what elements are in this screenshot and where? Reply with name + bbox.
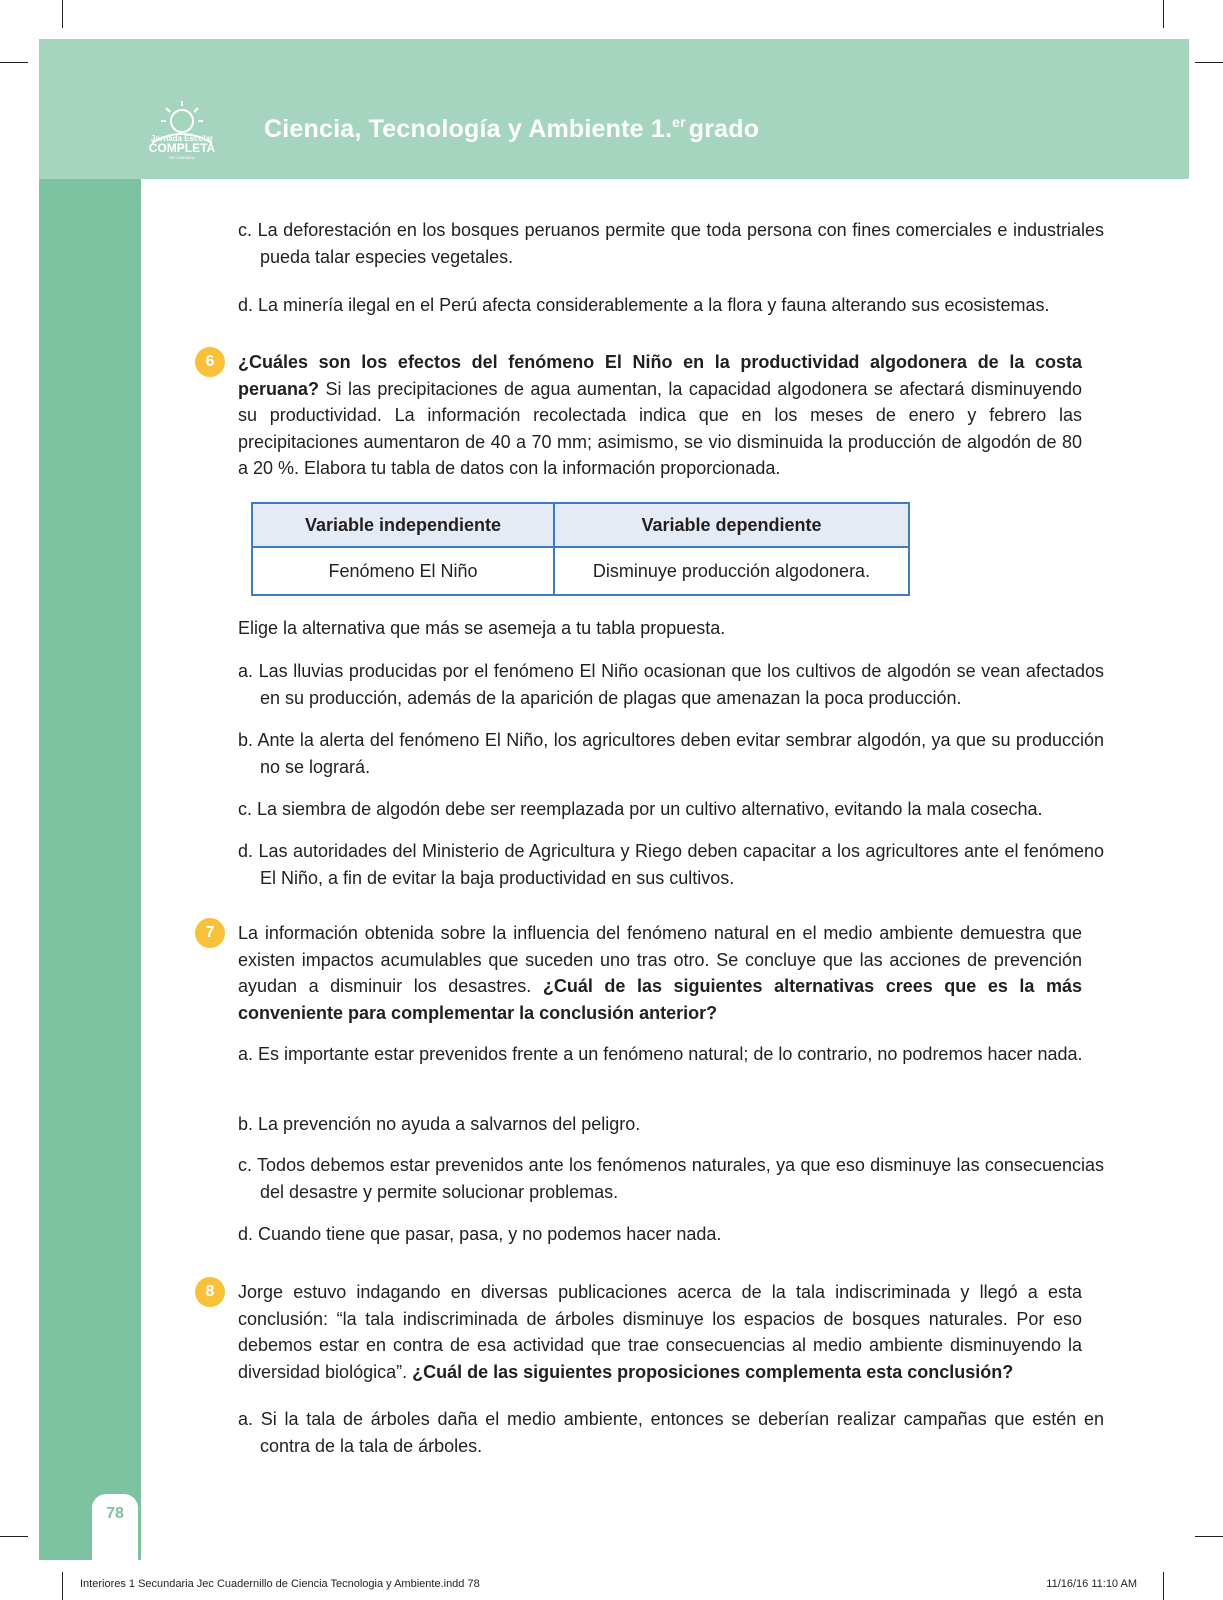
table-cell: Fenómeno El Niño bbox=[252, 547, 554, 595]
option-text: Ante la alerta del fenómeno El Niño, los agricultores deben evitar sembrar algodón, ya que su producción no se logrará. bbox=[257, 730, 1104, 777]
option-text: La prevención no ayuda a salvarnos del peligro. bbox=[258, 1114, 641, 1134]
crop-mark bbox=[1163, 1572, 1164, 1600]
option-6c bbox=[238, 796, 1104, 823]
option-text: Todos debemos estar prevenidos ante los fenómenos naturales, ya que eso disminuye las consecuencias del desastre y permite solucionar problemas. bbox=[257, 1155, 1104, 1202]
logo-text-bottom: SECUNDARIA bbox=[168, 155, 196, 160]
option-7d bbox=[238, 1221, 1104, 1248]
question-number-badge: 6 bbox=[195, 347, 225, 377]
question-7-text bbox=[238, 920, 1082, 1026]
sun-icon bbox=[140, 95, 240, 175]
option-text: Si la tala de árboles daña el medio ambiente, entonces se deberían realizar campañas que estén en contra de la tala de árboles. bbox=[260, 1409, 1104, 1456]
page-number: 78 bbox=[106, 1505, 124, 1522]
crop-mark bbox=[1163, 0, 1164, 28]
jec-logo bbox=[140, 95, 240, 175]
question-8-text bbox=[238, 1279, 1082, 1385]
footer-timestamp: 11/16/16 11:10 AM bbox=[1046, 1578, 1137, 1590]
option-letter: c. bbox=[238, 799, 253, 819]
option-text: Es importante estar prevenidos frente a un fenómeno natural; de lo contrario, no podremos hacer nada. bbox=[258, 1044, 1083, 1064]
question-8-rest: Jorge estuvo indagando en diversas publicaciones acerca de la tala indiscriminada y llegó a esta conclusión: “la tala indiscriminada de árboles disminuye los espacios de bosques naturales. Por eso debemos estar en contra de esa actividad que trae consecuencias al medio ambiente disminuyendo la diversidad biológica”. bbox=[238, 1282, 1082, 1382]
table-header-cell: Variable independiente bbox=[252, 503, 554, 547]
question-6-prompt: Elige la alternativa que más se asemeja a tu tabla propuesta. bbox=[238, 618, 726, 638]
title-sup: er bbox=[672, 114, 686, 130]
option-letter: a. bbox=[238, 1409, 254, 1429]
crop-mark bbox=[1195, 1536, 1223, 1537]
option-8a bbox=[238, 1406, 1104, 1459]
option-letter: b. bbox=[238, 1114, 254, 1134]
option-letter: a. bbox=[238, 661, 254, 681]
crop-mark bbox=[1195, 62, 1223, 63]
title-end: grado bbox=[688, 115, 760, 143]
side-strip bbox=[39, 179, 141, 1560]
crop-mark bbox=[0, 62, 28, 63]
logo-text-main: COMPLETA bbox=[148, 141, 216, 155]
logo-text-top: Jornada Escolar bbox=[150, 134, 214, 143]
crop-mark bbox=[0, 1536, 28, 1537]
option-text: La siembra de algodón debe ser reemplazada por un cultivo alternativo, evitando la mala cosecha. bbox=[257, 799, 1043, 819]
option-6d bbox=[238, 838, 1104, 891]
title-main: Ciencia, Tecnología y Ambiente 1. bbox=[264, 115, 673, 143]
question-6-rest: Si las precipitaciones de agua aumentan, la capacidad algodonera se afectará disminuyendo su productividad. La información recolectada indica que en los meses de enero y febrero las precipitaciones aumentaron de 40 a 70 mm; asimismo, se vio disminuida la producción de algodón de 80 a 20 %. Elabora tu tabla de datos con la información proporcionada. bbox=[238, 378, 1082, 478]
question-6-bold: ¿Cuáles son los efectos del fenómeno El Niño en la productividad algodonera de la costa peruana? bbox=[238, 352, 1082, 399]
question-number-badge: 7 bbox=[195, 918, 225, 948]
option-letter: c. bbox=[238, 1155, 253, 1175]
option-letter: d. bbox=[238, 841, 254, 861]
page-number-tab bbox=[92, 1494, 138, 1560]
data-table bbox=[251, 502, 910, 596]
question-number-badge: 8 bbox=[195, 1277, 225, 1307]
question-8-bold: ¿Cuál de las siguientes proposiciones complementa esta conclusión? bbox=[412, 1361, 1014, 1382]
option-letter: a. bbox=[238, 1044, 254, 1064]
crop-mark bbox=[62, 0, 63, 28]
option-letter: d. bbox=[238, 1224, 254, 1244]
option-letter: b. bbox=[238, 730, 254, 750]
question-6-text bbox=[238, 349, 1082, 482]
page-title bbox=[264, 114, 759, 144]
option-6a bbox=[238, 658, 1104, 711]
question-7-rest: La información obtenida sobre la influencia del fenómeno natural en el medio ambiente demuestra que existen impactos acumulables que suceden uno tras otro. Se concluye que las acciones de prevención ayudan a disminuir los desastres. bbox=[238, 923, 1082, 996]
option-7b bbox=[238, 1111, 1104, 1138]
option-c-prev bbox=[238, 217, 1104, 270]
question-7-bold: ¿Cuál de las siguientes alternativas crees que es la más conveniente para complementar la conclusión anterior? bbox=[238, 976, 1082, 1023]
option-text: Las lluvias producidas por el fenómeno El Niño ocasionan que los cultivos de algodón se vean afectados en su producción, además de la aparición de plagas que amenazan la poca producción. bbox=[258, 661, 1104, 708]
option-7c bbox=[238, 1152, 1104, 1205]
option-text: Cuando tiene que pasar, pasa, y no podemos hacer nada. bbox=[258, 1224, 722, 1244]
option-text: La minería ilegal en el Perú afecta considerablemente a la flora y fauna alterando sus ecosistemas. bbox=[258, 295, 1050, 315]
table-row bbox=[252, 547, 909, 595]
option-text: La deforestación en los bosques peruanos permite que toda persona con fines comerciales e industriales pueda talar especies vegetales. bbox=[257, 220, 1104, 267]
option-7a bbox=[238, 1041, 1104, 1068]
table-header-row bbox=[252, 503, 909, 547]
table-header-cell: Variable dependiente bbox=[554, 503, 909, 547]
option-letter: d. bbox=[238, 295, 254, 315]
option-letter: c. bbox=[238, 220, 253, 240]
table-cell: Disminuye producción algodonera. bbox=[554, 547, 909, 595]
option-6b bbox=[238, 727, 1104, 780]
crop-mark bbox=[62, 1572, 63, 1600]
option-text: Las autoridades del Ministerio de Agricultura y Riego deben capacitar a los agricultores ante el fenómeno El Niño, a fin de evitar la baja productividad en sus cultivos. bbox=[258, 841, 1104, 888]
option-d-prev bbox=[238, 292, 1104, 319]
footer-file-name: Interiores 1 Secundaria Jec Cuadernillo de Ciencia Tecnologia y Ambiente.indd 78 bbox=[80, 1578, 480, 1590]
